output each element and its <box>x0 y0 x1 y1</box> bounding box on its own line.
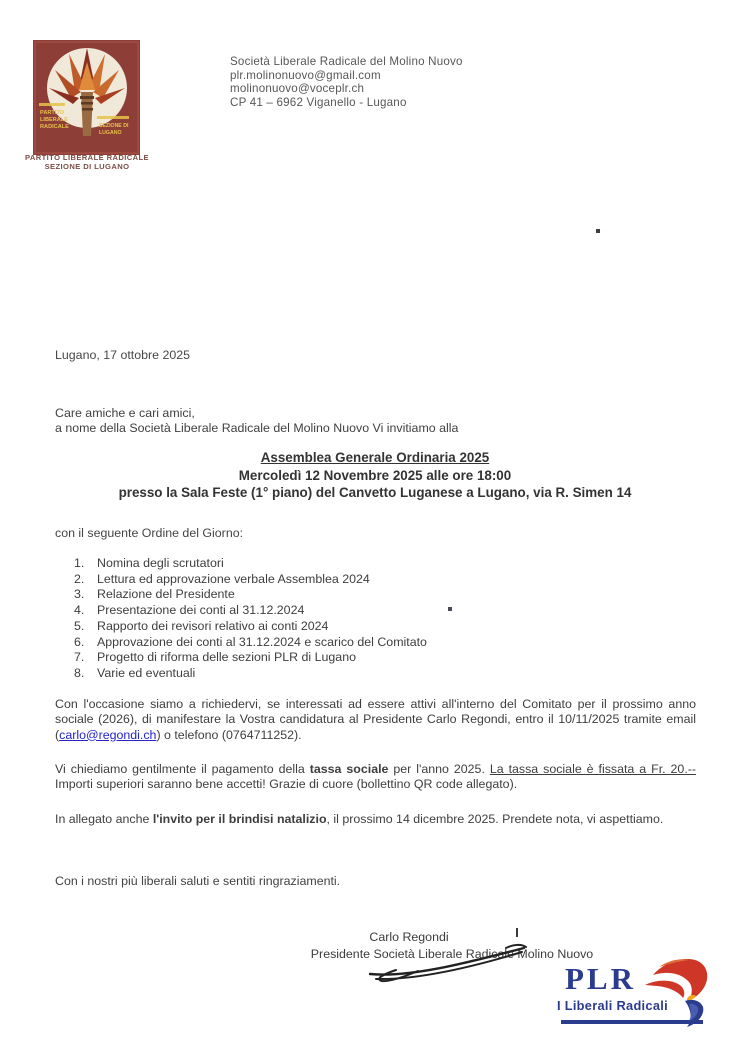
agenda-list <box>74 556 427 682</box>
invite-text-2: , il prossimo 14 dicembre 2025. Prendete nota, vi aspettiamo. <box>326 812 664 826</box>
plr-tagline: I Liberali Radicali <box>557 998 668 1013</box>
candidature-text-before: Con l'occasione siamo a richiedervi, se interessati ad essere attivi all'interno del Comitato per il prossimo anno sociale (2026), di manifestare la Vostra candidatura al Presidente Carlo Regondi, entro il 10/11/2025 tramite email ( <box>55 697 696 742</box>
agenda-item <box>74 635 427 651</box>
party-logo-caption <box>12 153 162 171</box>
paragraph-candidature <box>55 697 696 743</box>
candidature-text-after: ) o telefono (0764711252). <box>156 727 302 742</box>
signature-role: Presidente Società Liberale Radicale Molino Nuovo <box>310 947 594 961</box>
invite-bold-text: l'invito per il brindisi natalizio <box>152 812 327 826</box>
agenda-item-text: Varie ed eventuali <box>97 665 196 680</box>
candidature-email-link[interactable]: carlo@regondi.ch <box>59 727 157 742</box>
agenda-item-number: 6. <box>74 634 85 649</box>
email-secondary: molinonuovo@voceplr.ch <box>230 82 365 96</box>
event-datetime: Mercoledì 12 Novembre 2025 alle ore 18:00 <box>238 467 512 483</box>
agenda-item-text: Approvazione dei conti al 31.12.2024 e scarico del Comitato <box>97 634 427 649</box>
party-logo <box>33 40 140 160</box>
agenda-item <box>74 650 427 666</box>
scan-artifact-dot <box>596 229 600 233</box>
postal-address: CP 41 – 6962 Viganello - Lugano <box>230 95 407 109</box>
agenda-item <box>74 572 427 588</box>
signature-name: Carlo Regondi <box>369 930 449 944</box>
event-title: Assemblea Generale Ordinaria 2025 <box>260 450 490 465</box>
agenda-item <box>74 666 427 682</box>
letterhead-contact-block <box>230 55 463 109</box>
event-venue: presso la Sala Feste (1° piano) del Canvetto Luganese a Lugano, via R. Simen 14 <box>118 485 632 500</box>
agenda-item <box>74 619 427 635</box>
agenda-item-text: Progetto di riforma delle sezioni PLR di Lugano <box>97 650 356 665</box>
pen-tick-mark <box>516 928 518 937</box>
agenda-item-number: 1. <box>74 556 85 570</box>
agenda-item-text: Nomina degli scrutatori <box>97 556 224 570</box>
agenda-item-number: 8. <box>74 665 85 680</box>
date-line: Lugano, 17 ottobre 2025 <box>55 348 191 362</box>
paragraph-fee <box>55 762 696 793</box>
agenda-item-number: 4. <box>74 603 85 618</box>
paragraph-invite <box>55 812 696 827</box>
logo-caption-line1: PARTITO LIBERALE RADICALE <box>24 153 150 162</box>
fee-underlined-text: La tassa sociale è fissata a Fr. 20.-- <box>489 762 697 776</box>
agenda-item <box>74 603 427 619</box>
svg-text:LUGANO: LUGANO <box>99 130 122 136</box>
agenda-item-text: Rapporto dei revisori relativo ai conti 2024 <box>97 618 329 633</box>
invite-text-1: In allegato anche <box>55 812 153 826</box>
fee-text-2: per l'anno 2025. <box>388 762 490 776</box>
logo-caption-line2: SEZIONE DI LUGANO <box>44 162 130 171</box>
plr-acronym: PLR <box>565 961 636 996</box>
svg-text:LIBERALE: LIBERALE <box>40 117 68 123</box>
fee-bold-text: tassa sociale <box>309 762 389 776</box>
agenda-item-text: Relazione del Presidente <box>97 587 235 602</box>
plr-footer-logo <box>545 953 720 1041</box>
svg-text:PARTITO: PARTITO <box>40 110 65 116</box>
agenda-item-number: 7. <box>74 650 85 665</box>
agenda-item-number: 3. <box>74 587 85 602</box>
fee-text-3: Importi superiori saranno bene accetti! Grazie di cuore (bollettino QR code allegato). <box>55 777 518 792</box>
email-primary: plr.molinonuovo@gmail.com <box>230 68 381 82</box>
event-announcement <box>0 449 750 502</box>
salutation-block <box>55 406 458 437</box>
intro-line: a nome della Società Liberale Radicale del Molino Nuovo Vi invitiamo alla <box>55 421 459 436</box>
agenda-item-text: Lettura ed approvazione verbale Assemblea 2024 <box>97 571 370 586</box>
svg-text:SEZIONE DI: SEZIONE DI <box>99 123 129 129</box>
agenda-intro: con il seguente Ordine del Giorno: <box>55 526 244 540</box>
fee-text-1: Vi chiediamo gentilmente il pagamento della <box>55 762 310 776</box>
agenda-item-text: Presentazione dei conti al 31.12.2024 <box>97 603 305 618</box>
closing-line: Con i nostri più liberali saluti e sentiti ringraziamenti. <box>55 874 341 888</box>
salutation-line: Care amiche e cari amici, <box>55 406 195 420</box>
scan-artifact-dot <box>448 607 452 611</box>
plr-flame-icon <box>643 955 715 1029</box>
handwritten-signature-icon <box>366 938 534 986</box>
agenda-item-number: 5. <box>74 618 85 633</box>
organization-name: Società Liberale Radicale del Molino Nuovo <box>230 55 463 68</box>
svg-text:RADICALE: RADICALE <box>40 124 69 130</box>
party-torch-logo-icon <box>33 40 140 155</box>
agenda-item-number: 2. <box>74 571 85 586</box>
agenda-item <box>74 587 427 603</box>
agenda-item <box>74 556 427 572</box>
